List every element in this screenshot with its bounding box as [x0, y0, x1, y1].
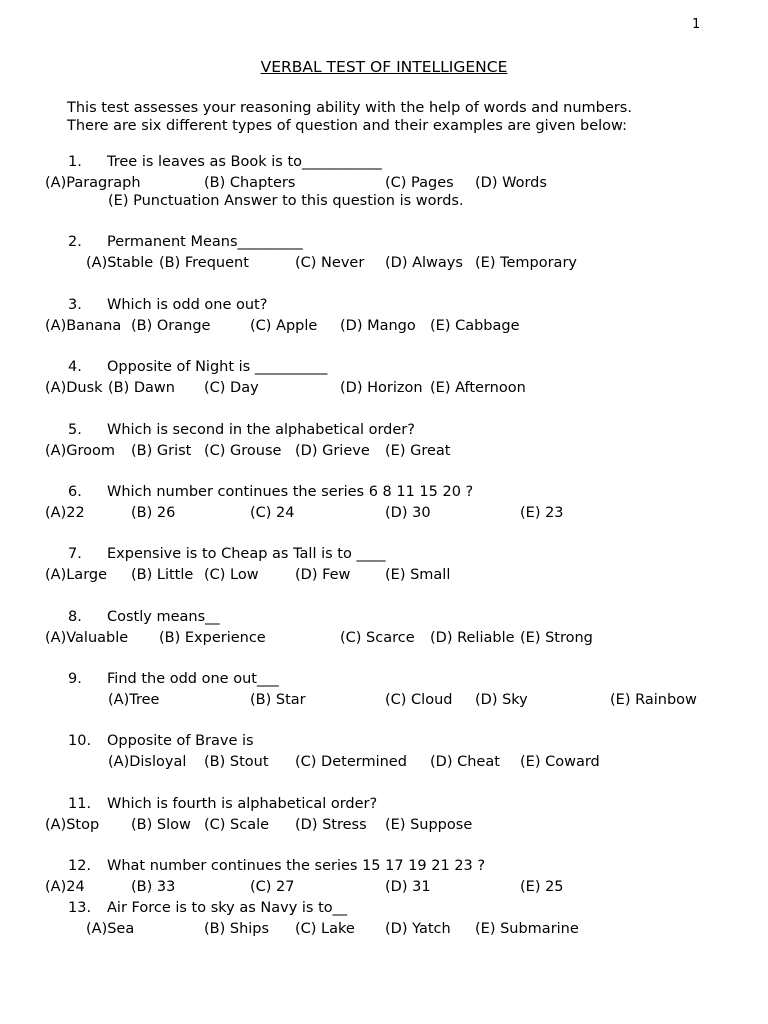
answer-option: (C) Never [295, 255, 365, 271]
answer-option: (E) 23 [520, 505, 564, 521]
question-number: 2. [68, 234, 82, 250]
answer-option: (E) Small [385, 567, 451, 583]
question-text: Opposite of Brave is [107, 733, 254, 749]
intro-line-2: There are six different types of question and their examples are given below: [67, 118, 627, 134]
answer-option: (E) Rainbow [610, 692, 697, 708]
answer-option: (A)Large [45, 567, 108, 583]
answer-option: (B) Experience [159, 630, 266, 646]
answer-option: (E) Punctuation Answer to this question is words. [108, 193, 464, 209]
answer-option: (B) Dawn [108, 380, 175, 396]
answer-option: (B) Frequent [159, 255, 249, 271]
answer-option: (D) Cheat [430, 754, 500, 770]
answer-option: (A)24 [45, 879, 85, 895]
answer-option: (E) Submarine [475, 921, 579, 937]
question-text: Air Force is to sky as Navy is to__ [107, 900, 348, 916]
question-number: 8. [68, 609, 82, 625]
answer-option: (C) Low [204, 567, 259, 583]
question-text: Which number continues the series 6 8 11 15 20 ? [107, 484, 474, 500]
answer-option: (A)Valuable [45, 630, 129, 646]
answer-option: (B) Orange [131, 318, 211, 334]
question-number: 10. [68, 733, 92, 749]
answer-option: (A)Banana [45, 318, 122, 334]
answer-option: (C) Scale [204, 817, 270, 833]
question-text: What number continues the series 15 17 19 21 23 ? [107, 858, 486, 874]
answer-option: (D) Stress [295, 817, 367, 833]
question-text: Find the odd one out___ [107, 671, 279, 687]
question-number: 9. [68, 671, 82, 687]
question-number: 7. [68, 546, 82, 562]
question-text: Which is odd one out? [107, 297, 268, 313]
answer-option: (C) Day [204, 380, 259, 396]
question-text: Opposite of Night is __________ [107, 359, 328, 375]
answer-option: (B) Slow [131, 817, 191, 833]
answer-option: (D) Grieve [295, 443, 370, 459]
question-number: 11. [68, 796, 92, 812]
answer-option: (E) Afternoon [430, 380, 526, 396]
answer-option: (D) Reliable [430, 630, 515, 646]
answer-option: (C) Scarce [340, 630, 415, 646]
page-number: 1 [692, 17, 701, 32]
answer-option: (A)Dusk [45, 380, 103, 396]
answer-option: (A)Sea [86, 921, 135, 937]
answer-option: (D) Sky [475, 692, 528, 708]
answer-option: (D) Mango [340, 318, 416, 334]
answer-option: (A)Stop [45, 817, 100, 833]
answer-option: (B) Chapters [204, 175, 296, 191]
answer-option: (C) Grouse [204, 443, 282, 459]
answer-option: (D) Yatch [385, 921, 451, 937]
page-title-text: VERBAL TEST OF INTELLIGENCE [260, 58, 508, 76]
answer-option: (E) Temporary [475, 255, 577, 271]
answer-option: (A)Tree [108, 692, 160, 708]
answer-option: (D) 31 [385, 879, 431, 895]
answer-option: (B) Ships [204, 921, 270, 937]
answer-option: (B) Star [250, 692, 306, 708]
question-number: 1. [68, 154, 82, 170]
answer-option: (E) Coward [520, 754, 600, 770]
question-text: Which is second in the alphabetical order? [107, 422, 415, 438]
answer-option: (B) 26 [131, 505, 176, 521]
question-number: 6. [68, 484, 82, 500]
answer-option: (B) Stout [204, 754, 269, 770]
intro-line-1: This test assesses your reasoning ability with the help of words and numbers. [67, 100, 632, 116]
question-text: Costly means__ [107, 609, 220, 625]
answer-option: (D) Words [475, 175, 547, 191]
answer-option: (E) Strong [520, 630, 593, 646]
question-number: 12. [68, 858, 92, 874]
answer-option: (C) Cloud [385, 692, 453, 708]
answer-option: (C) 27 [250, 879, 295, 895]
question-number: 13. [68, 900, 92, 916]
answer-option: (C) Lake [295, 921, 355, 937]
answer-option: (D) Few [295, 567, 351, 583]
answer-option: (E) Great [385, 443, 451, 459]
answer-option: (A)Paragraph [45, 175, 141, 191]
answer-option: (E) Suppose [385, 817, 473, 833]
answer-option: (A)Stable [86, 255, 154, 271]
answer-option: (C) Pages [385, 175, 454, 191]
answer-option: (B) Grist [131, 443, 192, 459]
question-number: 4. [68, 359, 82, 375]
answer-option: (D) 30 [385, 505, 431, 521]
answer-option: (B) 33 [131, 879, 176, 895]
question-text: Expensive is to Cheap as Tall is to ____ [107, 546, 386, 562]
question-text: Permanent Means_________ [107, 234, 303, 250]
answer-option: (D) Always [385, 255, 463, 271]
answer-option: (E) 25 [520, 879, 564, 895]
answer-option: (A)Disloyal [108, 754, 187, 770]
question-number: 5. [68, 422, 82, 438]
question-text: Which is fourth is alphabetical order? [107, 796, 378, 812]
answer-option: (B) Little [131, 567, 194, 583]
question-number: 3. [68, 297, 82, 313]
answer-option: (D) Horizon [340, 380, 423, 396]
question-text: Tree is leaves as Book is to___________ [107, 154, 382, 170]
answer-option: (A)Groom [45, 443, 115, 459]
answer-option: (C) Determined [295, 754, 407, 770]
answer-option: (A)22 [45, 505, 85, 521]
answer-option: (C) 24 [250, 505, 295, 521]
answer-option: (E) Cabbage [430, 318, 520, 334]
page-title [0, 60, 768, 76]
answer-option: (C) Apple [250, 318, 318, 334]
